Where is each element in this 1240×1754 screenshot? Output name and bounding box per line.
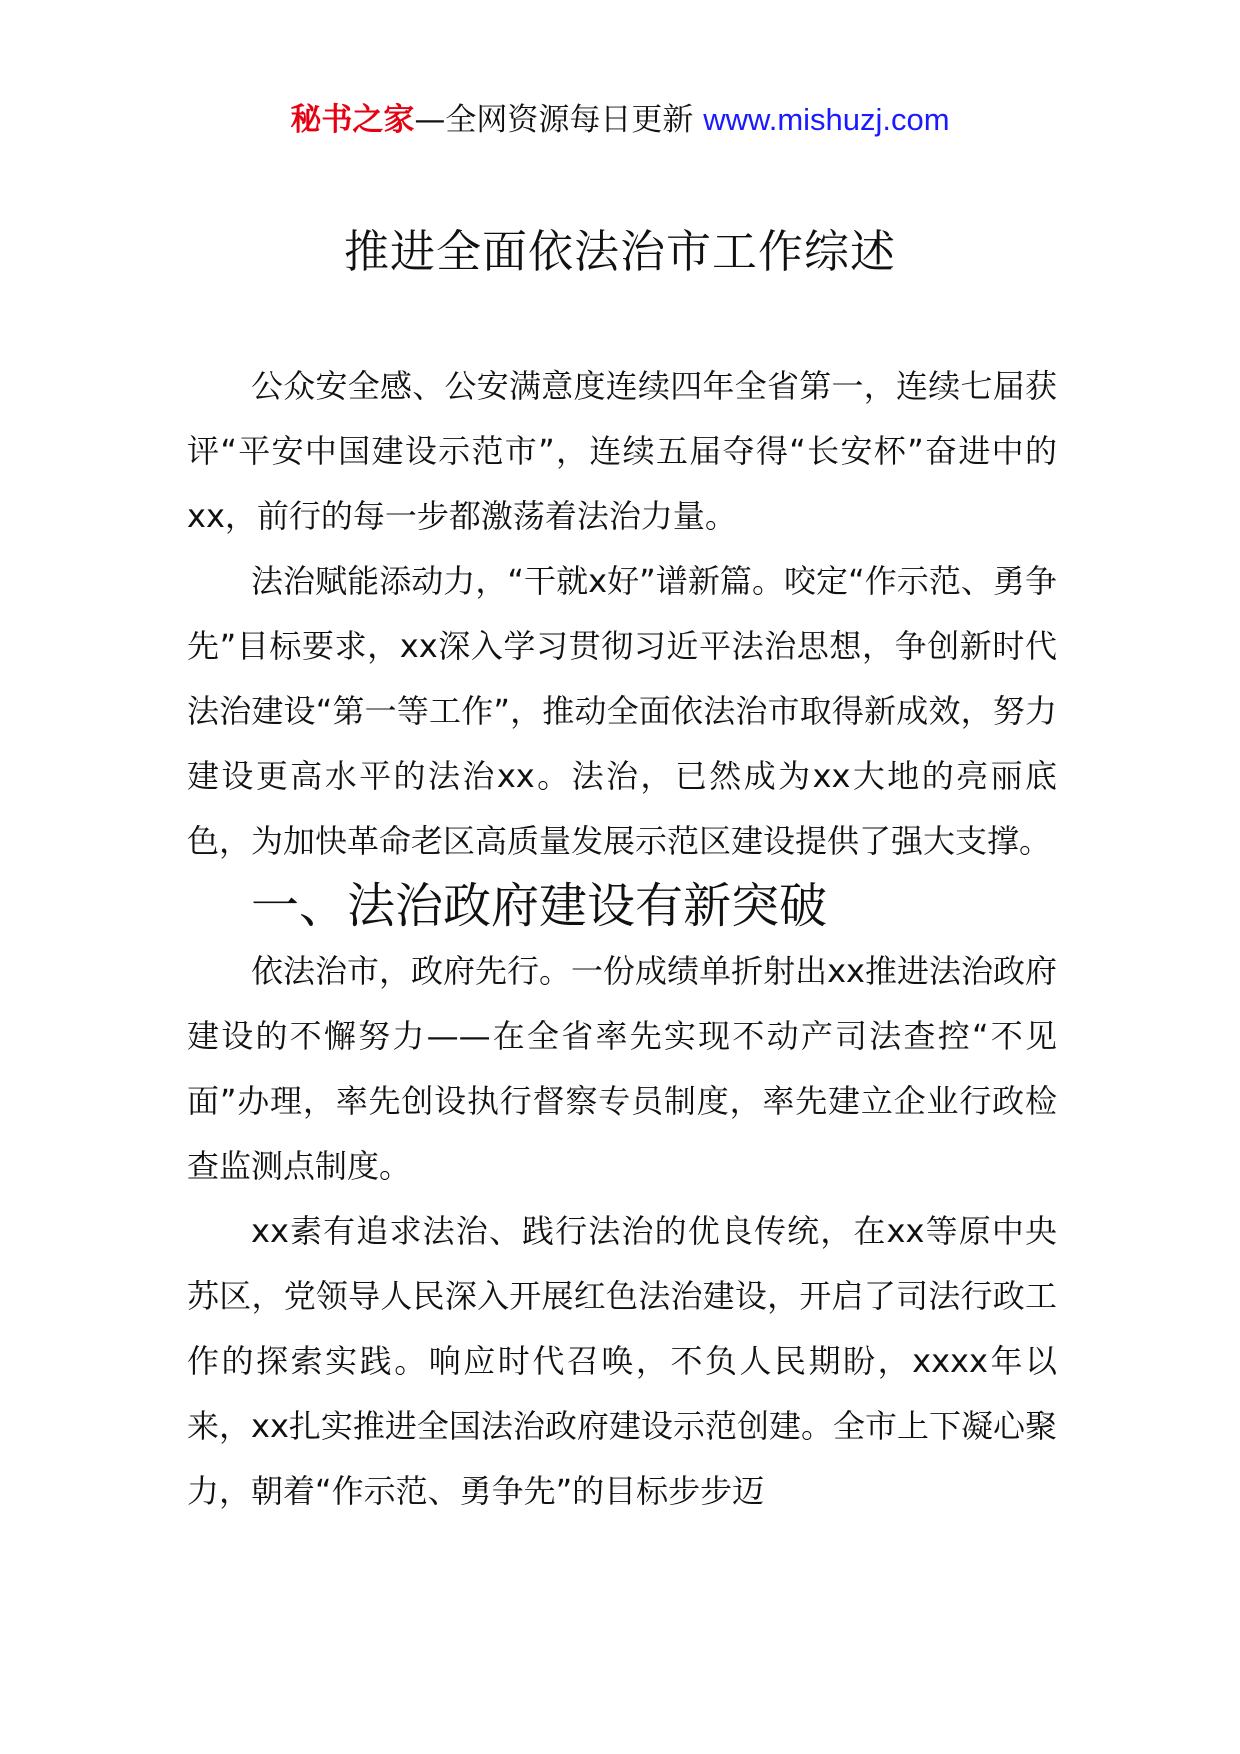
section-heading: 一、法治政府建设有新突破 [251, 878, 828, 934]
header-tagline: —全网资源每日更新 [414, 102, 704, 138]
body-paragraph: 依法治市，政府先行。一份成绩单折射出xx推进法治政府建设的不懈努力——在全省率先实现不动产司法查控“不见面”办理，率先创设执行督察专员制度，率先建立企业行政检查监测点制度。 [187, 952, 1057, 1185]
document-body [187, 354, 1057, 1524]
document-title: 推进全面依法治市工作综述 [343, 225, 896, 278]
watermark-header [0, 98, 1240, 142]
body-paragraph: 公众安全感、公安满意度连续四年全省第一，连续七届获评“平安中国建设示范市”，连续五届夺得“长安杯”奋进中的xx，前行的每一步都激荡着法治力量。 [187, 367, 1057, 535]
body-paragraph: xx素有追求法治、践行法治的优良传统，在xx等原中央苏区，党领导人民深入开展红色法治建设，开启了司法行政工作的探索实践。响应时代召唤，不负人民期盼，xxxx年以来，xx扎实推进全国法治政府建设示范创建。全市上下凝心聚力，朝着“作示范、勇争先”的目标步步迈 [187, 1212, 1057, 1510]
site-url-link[interactable]: www.mishuzj.com [703, 102, 950, 137]
brand-name: 秘书之家 [290, 102, 415, 138]
body-paragraph: 法治赋能添动力，“干就x好”谱新篇。咬定“作示范、勇争先”目标要求，xx深入学习贯彻习近平法治思想，争创新时代法治建设“第一等工作”，推动全面依法治市取得新成效，努力建设更高水平的法治xx。法治，已然成为xx大地的亮丽底色，为加快革命老区高质量发展示范区建设提供了强大支撑。 [187, 562, 1057, 860]
